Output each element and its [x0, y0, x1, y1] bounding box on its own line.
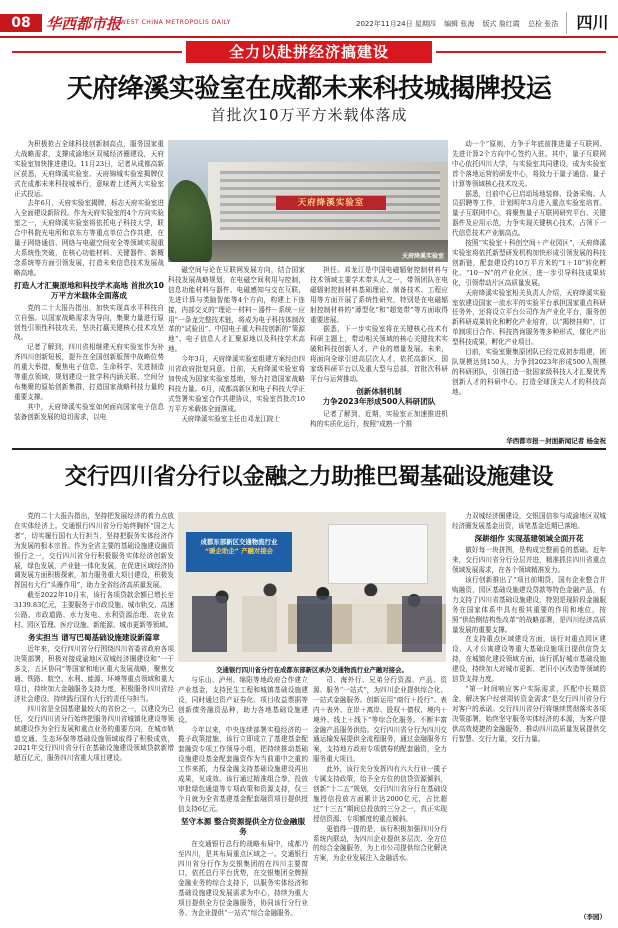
paragraph: 四川省是全国基建量较大的省份之一，以建设为已任，交行四川省分行始终把服务四川省城镇化建设等领域建设作为全行发展和重点业务的重要方向，在城市轨道交通、生态环保等基础设施领域取得了积极成效，2021年交行四川省分行在基础设施建设领域贷款新增超百亿元，服务四川省重大项目建设。 — [14, 704, 174, 763]
screen-title: 成都东部新区交通物流行业 — [200, 538, 278, 546]
masthead-meta — [356, 19, 564, 29]
paragraph: 记者了解到，近期，实验室正加速推进机构的实质化运行，按照“成熟一个推 — [310, 409, 448, 428]
paragraph: 担任。邓龙江是中国电磁辐射控制材料与技术领域主要学术带头人之一，带领团队在电磁辐射控制材料基础理论、制备技术、工程应用等方面开展了系统性研究，特别是在电磁辐射控制材料的“薄型化”和“超宽带”等方面取得重要进展。 — [310, 266, 448, 324]
story2-photo-caption: 交通银行四川省分行在成都东部新区承办交通物流行业产融对接会。 — [216, 666, 408, 674]
side-screen — [328, 524, 428, 584]
section-divider — [12, 448, 606, 450]
screen-subtitle: “暖企助企” 产融对接会 — [204, 547, 274, 555]
story1-column-4 — [452, 140, 606, 435]
story1-photo — [168, 140, 448, 262]
layout-credit: 版式 詹红霞 — [482, 20, 520, 28]
editor-credit: 编辑 张海 — [444, 20, 475, 28]
topic-banner: 全力以赴拼经济搞建设 — [186, 41, 432, 63]
tree-shape — [168, 180, 212, 262]
paragraph: 今年3月，天府绛溪实验室组建方案经由四川省政府批复同意。目前，天府绛溪实验室将加快成为国家实验室基地，努力打造国家战略科技力量。6月，成都高新区和电子科技大学正式签署实验室合作共建协议，实验室首批次10万平方米载体全面落成。 — [168, 355, 305, 413]
story2-column-4 — [452, 512, 606, 912]
page-number: 08 — [0, 14, 42, 32]
masthead — [0, 0, 618, 38]
event-screen — [186, 532, 292, 572]
paragraph: 今年以来，中央连续部署实稳经济的一揽子政策措施，该行立即成立了基建基金配套融资专项工作领导小组，把持续推动基础设施建设基金配套融资作为当前重中之重的工作来抓，力保金融支持基础设施建设再出成果，见成效。该行通过精准组合拳，投放审批绿色通道等专项政策和资源支持，仅三个月就为全省基建基金配套融资项目提供授信支持6亿元。 — [178, 725, 308, 813]
paragraph: 做好每一块拼图，是构成完整画卷的基础。近年来，交行四川省分行分层并进，精准抓住四川省重点领域发展需求，在各个领域精准发力。 — [452, 546, 606, 575]
story2-column-2 — [178, 676, 308, 924]
newspaper-logo: 华西都市报 — [46, 15, 122, 33]
paragraph: 目前，实验室聚集原团队已经完成初步组建，团队规模达到150人，力争到2023年形成500人规模的科研团队，引领打造一批国家级科技人才汇聚优秀创新人才的科研中心，打造全球顶尖人才的科技高地。 — [452, 348, 606, 396]
paragraph: 党的二十大报告指出，加快实现高水平科技自立自强。以国家战略需求为导向，集聚力量进行原创性引领性科技攻关，坚决打赢关键核心技术攻坚战。 — [14, 303, 164, 342]
paragraph: 更值得一提的是，该行积极加强四川分行系统内联动，为四川企业提供多层次、全方位的综合金融服务，为上市公司提供综合化解决方案，为企业发展注入金融活水。 — [313, 824, 447, 863]
story2-subhead-1: 务实担当 谱写巴蜀基础设施建设新篇章 — [28, 632, 160, 642]
story1-column-2 — [168, 266, 305, 446]
paragraph: 动一个”原则，力争于年底前推进量子互联网、先进计算2个方向中心签约入驻。其中，量子互联网中心依托四川大学，与实验室共同建设，成为实验室首个落地运营的研发中心，将致力于量子通信、量子计算等领域核心技术攻关。 — [452, 140, 606, 188]
paragraph: 与乐山、泸州、绵阳等地政府合作建立产业基金，支持民生工程和城镇基础设施建设，同时通过资产证券化、项目收益票据等创新债务融资品种，助力各地基础设施建设。 — [178, 676, 308, 724]
issue-date: 2022年11月24日 星期四 — [356, 20, 436, 28]
paragraph: 按照“实验室＋科创空间＋产业园区”，天府绛溪实验室将依托新型研发机构加快形成引领发展的科技创新链，配套建设约10万平方米的“1＋10”转化孵化、“10－N”的产业化区，进一步引导科技成果转化，引领带动片区高质量发展。 — [452, 239, 606, 287]
paragraph: 据悉，下一步实验室将在关键核心技术有科研主题上，带动相关领域的核心关键技术实破和科技创新人才、产业的增量发展。未来，将面向全球引进高层次人才，依托高新区、国家级科研平台以及重大型与总部，首批次科研平台与运营推动。 — [310, 325, 448, 383]
newspaper-logo-english: WEST CHINA METROPOLIS DAILY — [120, 19, 231, 26]
masthead-rule — [0, 36, 618, 38]
story2-headline: 交行四川省分行以金融之力助推巴蜀基础设施建设 — [64, 464, 554, 490]
paragraph: 其中，天府绛溪实验室如何面向国家电子信息装备创新发展的迫切需求，以电 — [14, 402, 164, 421]
section-label: 四川 — [566, 12, 618, 34]
story2-column-1 — [14, 512, 174, 924]
story1-column-1 — [14, 140, 164, 445]
paragraph: 此外，该行充分发挥四有六大行业一揽子专属支持政策，给予全方位的信贷资源倾斜，创新“十二五”规划，交行四川省分行在基础设施授信投放方面累计达2000亿元，占比超过“十三五”期间总投放的三分之一，真正实现授信资源、专项额度的重点倾斜。 — [313, 765, 447, 823]
paragraph: 天府绛溪实验室相关负责人介绍，天府绛溪实验室依建设国家一流水平的实验平台承担国家重点科研任务外，还将设立平台公司作为产业化平台，服务创新科研成果转化和孵化产业培育，以“揭榜挂帅”，订单制项目合作、科技咨询服务等多种形式，催化产出型科技成果，孵化产业项目。 — [452, 288, 606, 347]
paragraph: 司、海外行、兄弟分行资源、产品、资源、服务“一站式”，为四川企业提供综合化、一站式金融服务。创新运用“商行＋投行”、表内＋表外、在岸＋离岸、股权＋债权、境内＋境外、线上＋线下”等综合化服务。不断丰富金融产品服务供给。交行四川省分行为四川交通运输发展提供全流程服务，通过金融服务方案，支持地方政府专项债券的配套融资，全力服务重大项目。 — [313, 676, 447, 764]
paragraph: 磁空间与论在互联网发展方向，结合国家科技发展战略规划，在电磁空间利用与控制，信息功能材料与器件、电磁感知与交在互联，先进计算与类脑智能等4个方向，构建上下连接，内部交叉的“理论－材料－器件－系统－应用”一条龙完整技术链，将成为电子科技体制改革的“试验田”、中国电子重大科技创新的“策源地”、电子信息人才汇聚原地以及科技学术高地。 — [168, 266, 305, 354]
paragraph: 在交通银行总行的战略布局中，成都乃至四川，是其布局重点区域之一。交通银行四川省分行作为交银集团的在四川主要窗口，依托总行平台优势，在交银集团全牌照金融业务的综合支持下，以服务实体经济和基础设施建设发展需求为中心，持续为重大项目提供全方位金融服务，协同该行分行业务、为企业提供“一站式”综合金融服务。 — [178, 839, 308, 918]
story1-subhead-1: 打造人才汇聚原地和科技学术高地 首批次10万平方米载体全面落成 — [14, 280, 164, 301]
lab-sign: 天府绛溪实验室 — [276, 196, 386, 210]
paragraph: 党的二十大报告指出，坚持把发展经济的着力点放在实体经济上。交通银行四川省分行始终胸怀“国之大者”，切实履行国有大行担当，坚持把服务实体经济作为发展的根本宗旨。作为全省主要的基础设施建设融资银行之一，交行四川省分行积极服务实体经济创新发展，绿色发展，产业链一体化发展，在促进区域经济协调发展方面积极探索，加力服务重大项目建设，积极发挥国有大行“头雁作用”，助力全省经济高质量发展。 — [14, 512, 174, 590]
story1-subhead-2: 创新体制机制 力争2023年形成500人科研团队 — [322, 386, 436, 407]
paragraph: 在支持重点区域建设方面，该行对重点园区建设、人才公寓建设等重大基础设施项目提供信贷支持，在城镇化建设领域方面，该行抓好城市基础设施建设，持续加大对城市更新、老旧小区改造等领域的信贷支持力度。 — [452, 635, 606, 684]
paragraph: 为积极抢占全球科技创新制高点，服务国家重大战略需求，支撑成渝地区双城经济圈建设，天府实验室加快推进建设。11月23日，记者从成都高新区获悉，天府绛溪实验室、天府锦城实验室揭牌仪式在成都未来科技城举行，意味着上述两大实验室正式投运。 — [14, 140, 164, 198]
banner-wing-left — [12, 51, 182, 53]
story1-subheadline: 首批次10万平方米载体落成 — [210, 106, 408, 124]
paragraph: 天府绛溪实验室主任由邓龙江院士 — [181, 414, 281, 423]
story2-subhead-3: 深耕细作 实现基建领域全面开花 — [474, 533, 584, 543]
paragraph: 近年来，交行四川省分行围绕四川省委省政府各项决策部署，积极对接成渝地区双城经济圈建设和“一干多支，五区协同”等国家和地区重大发展战略，聚焦交通、铁路、航空、水利、能源、环境等重点领域和重大项目，持续加大金融服务支持力度，积极服务四川省经济社会建设，持续践行国有大行的责任与担当。 — [14, 645, 174, 703]
attendee-bodies — [192, 596, 442, 652]
paragraph: 截至2022年10月末，该行各项贷款余额已增长至3139.83亿元，主要服务于市政设施、城市轨交、高速公路、市政道路、水力发电、水利资源治理、农业农村、园区管理、医疗设施、新能源、城市更新等领域。 — [14, 591, 174, 629]
paragraph: 去年6月，天府实验室揭牌，标志天府实验室进入全面建设新阶段。作为天府实验室的4个方向实验室之一，天府绛溪实验室将依托电子科技大学，联合中科院光电所和京东方等重点单位合作共建，在量子网络通信、网络与电磁空间安全等领域实现重大系统性突破，在核心功能材料、关键器件、新概念系统等方面引领发展，打造未来信息技术发展战略高地。 — [14, 199, 164, 277]
story1-byline: 华西都市报－封面新闻记者 杨金祝 — [506, 437, 606, 445]
story2-photo — [178, 512, 446, 662]
story1-headline: 天府绛溪实验室在成都未来科技城揭牌投运 — [66, 74, 552, 104]
paragraph: 力双城经济圈建设，交银国信参与成渝地区双城经济圈发展基金出资，该笔基金近期已落地。 — [452, 512, 606, 530]
story2-subhead-2: 坚守本源 整合资源提供全方位金融服务 — [180, 816, 306, 837]
story2-byline: （李园） — [580, 913, 606, 921]
story2-column-3 — [313, 676, 447, 924]
paragraph: “第一时间响应客户实际需求，匹配中长期资金，解决客户经营周转资金需求”是交行四川省分行对客户的承诺。交行四川省分行将继续贯彻落实各项决策部署，始终坚守服务实体经济的本源，为客户提供高效便捷的金融服务，推动四川高质量发展提供交行智慧、交行力量，交行力量。 — [452, 685, 606, 743]
paragraph: 记者了解到，四川省相继建天府实验室作为补齐四川创新短板，提升在全国创新版图中战略位势的重大举措，聚焦电子信息、生命科学、先进制造等重点领域，规划建设一批学科内涵关联、空间分布集聚的原始创新集群，打造国家战略科技力量的重要支撑。 — [14, 343, 164, 401]
story1-photo-caption: 天府绛溪实验室 — [401, 253, 444, 260]
banner-wing-right — [436, 51, 606, 53]
story1-column-3 — [310, 266, 448, 446]
proof-credit: 总检 张浩 — [528, 20, 559, 28]
paragraph: 据悉，目前中心已启动场地装修、设备采购、人员招聘等工作，计划明年3月进入重点实验室培育。量子互联网中心，将聚焦量子互联网研究平台、关键器件及应用示范，力争实现关键核心技术，占领下一代信息技术产业制高点。 — [452, 189, 606, 238]
paragraph: 该行创新推出了“项目前期贷，国有企业整合并购融资，园区基础设施建设贷款等特色金融产品，有力支持了四川省基础设施建设，特别是现阶段金融服务在国家体系中具有极其重要的作用和地位，按照“供给侧结构性改革”的战略部署，是四川经济高质量发展的重要支撑。 — [452, 576, 606, 634]
